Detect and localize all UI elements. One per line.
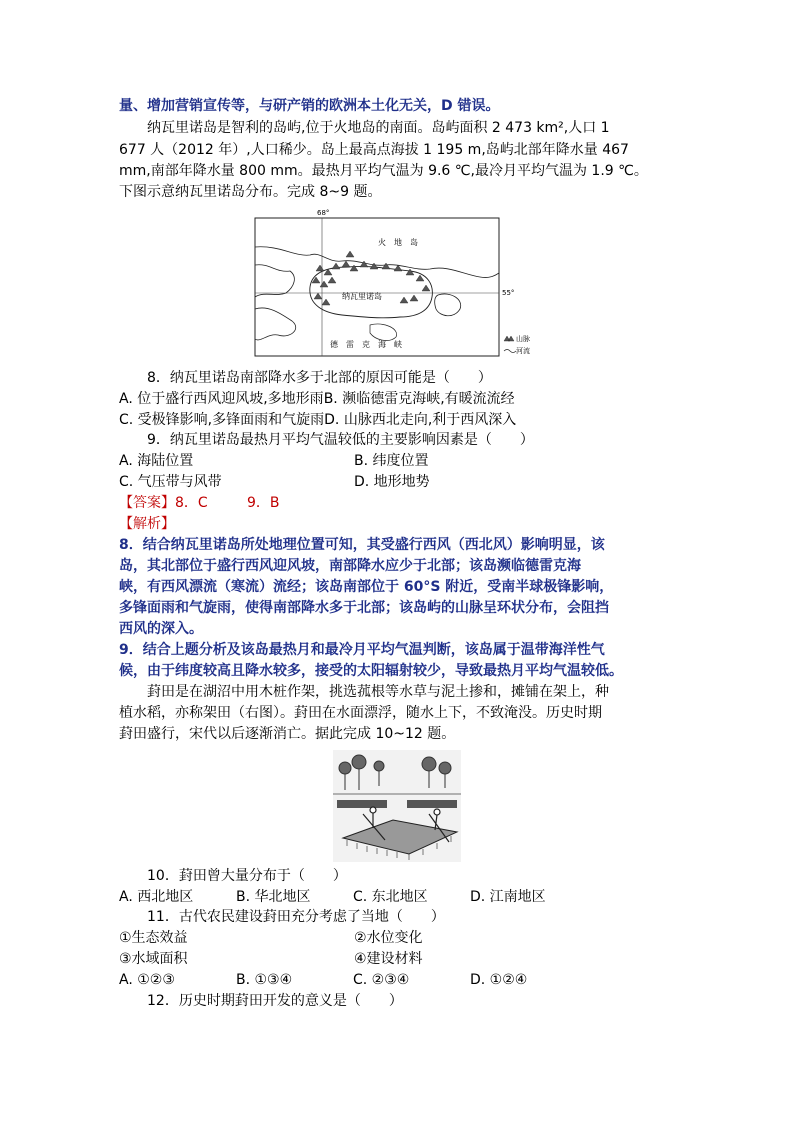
q10-option-b: B. 华北地区 [236, 889, 311, 905]
q9-option-c: C. 气压带与风带 [119, 474, 222, 490]
analysis-8-line: 峡，有西风漂流（寒流）流经；该岛南部位于 60°S 附近，受南半球极锋影响， [119, 579, 614, 595]
q8-row-2 [119, 410, 516, 430]
answer-tag: 【答案】 [119, 495, 175, 511]
q12-stem: 12．历史时期葑田开发的意义是（ ） [147, 993, 403, 1009]
q11-option-b: B. ①③④ [236, 972, 293, 988]
q11-item-2: ②水位变化 [354, 930, 423, 946]
lat-label: 55° [502, 289, 515, 297]
q11-item-3: ③水域面积 [119, 951, 188, 967]
strait-label: 德 雷 克 海 峡 [330, 340, 402, 349]
q8-row-1 [119, 389, 515, 409]
passage2-line: 葑田盛行，宋代以后逐渐消亡。据此完成 10~12 题。 [119, 726, 456, 742]
q9-row-2 [119, 472, 679, 492]
q9-option-d: D. 地形地势 [354, 474, 430, 490]
q8-stem: 8．纳瓦里诺岛南部降水多于北部的原因可能是（ ） [147, 370, 492, 386]
answer-9: 9．B [247, 495, 280, 511]
q11-item-4: ④建设材料 [354, 951, 423, 967]
q10-option-c: C. 东北地区 [353, 889, 428, 905]
analysis-tag: 【解析】 [119, 516, 175, 532]
legend-mountain-icon [504, 336, 514, 341]
q9-row-1 [119, 451, 679, 471]
q11-items-row1 [119, 928, 679, 948]
q9-stem: 9．纳瓦里诺岛最热月平均气温较低的主要影响因素是（ ） [147, 432, 534, 448]
q11-option-a: A. ①②③ [119, 972, 175, 988]
floating-field-illustration [333, 750, 461, 862]
analysis-8-line: 岛，其北部位于盛行西风迎风坡，南部降水应少于北部；该岛濒临德雷克海 [119, 558, 581, 574]
analysis-8-line: 西风的深入。 [119, 621, 203, 637]
q10-option-a: A. 西北地区 [119, 889, 194, 905]
passage-line: 纳瓦里诺岛是智利的岛屿,位于火地岛的南面。岛屿面积 2 473 km²,人口 1 [147, 120, 610, 136]
q9-option-a: A. 海陆位置 [119, 453, 194, 469]
passage-line: 677 人（2012 年）,人口稀少。岛上最高点海拔 1 195 m,岛屿北部年降水量 467 [119, 142, 629, 158]
answer-line [119, 493, 280, 513]
analysis-9-line: 9．结合上题分析及该岛最热月和最冷月平均气温判断，该岛属于温带海洋性气 [119, 642, 605, 658]
q10-stem: 10．葑田曾大量分布于（ ） [147, 868, 347, 884]
q8-option-b: B. 濒临德雷克海峡,有暖流流经 [323, 391, 515, 407]
passage-line: mm,南部年降水量 800 mm。最热月平均气温为 9.6 ℃,最冷月平均气温为 1.9 ℃。 [119, 163, 648, 179]
lon-label: 68° [317, 209, 330, 217]
q11-option-c: C. ②③④ [353, 972, 410, 988]
passage2-line: 葑田是在湖沼中用木桩作架，挑选菰根等水草与泥土掺和，摊铺在架上，种 [147, 684, 609, 700]
q8-option-d: D. 山脉西北走向,利于西风深入 [324, 412, 517, 428]
fire-island-label: 火 地 岛 [378, 238, 418, 247]
q8-option-a: A. 位于盛行西风迎风坡,多地形雨 [119, 391, 324, 407]
legend-river-icon [504, 350, 516, 353]
passage-line: 下图示意纳瓦里诺岛分布。完成 8~9 题。 [119, 184, 382, 200]
analysis-8-line: 8．结合纳瓦里诺岛所处地理位置可知，其受盛行西风（西北风）影响明显，该 [119, 537, 605, 553]
navarino-label: 纳瓦里诺岛 [342, 292, 382, 301]
analysis-8-line: 多锋面雨和气旋雨，使得南部降水多于北部；该岛屿的山脉呈环状分布，会阻挡 [119, 600, 609, 616]
q11-option-d: D. ①②④ [470, 972, 528, 988]
q11-item-1: ①生态效益 [119, 930, 188, 946]
q11-stem: 11．古代农民建设葑田充分考虑了当地（ ） [147, 909, 445, 925]
q10-option-d: D. 江南地区 [470, 889, 546, 905]
answer-8: 8．C [175, 495, 208, 511]
q8-option-c: C. 受极锋影响,多锋面雨和气旋雨 [119, 412, 325, 428]
q11-items-row2 [119, 949, 679, 969]
legend-river: 河流 [516, 347, 530, 355]
prev-explanation-tail: 量、增加营销宣传等，与研产销的欧洲本土化无关，D 错误。 [119, 98, 500, 114]
analysis-9-line: 候，由于纬度较高且降水较多，接受的太阳辐射较少，导致最热月平均气温较低。 [119, 663, 623, 679]
navarino-map [250, 205, 550, 361]
legend-mountain: 山脉 [516, 335, 530, 343]
passage2-line: 植水稻，亦称架田（右图）。葑田在水面漂浮，随水上下，不致淹没。历史时期 [119, 705, 602, 721]
q9-option-b: B. 纬度位置 [354, 453, 429, 469]
